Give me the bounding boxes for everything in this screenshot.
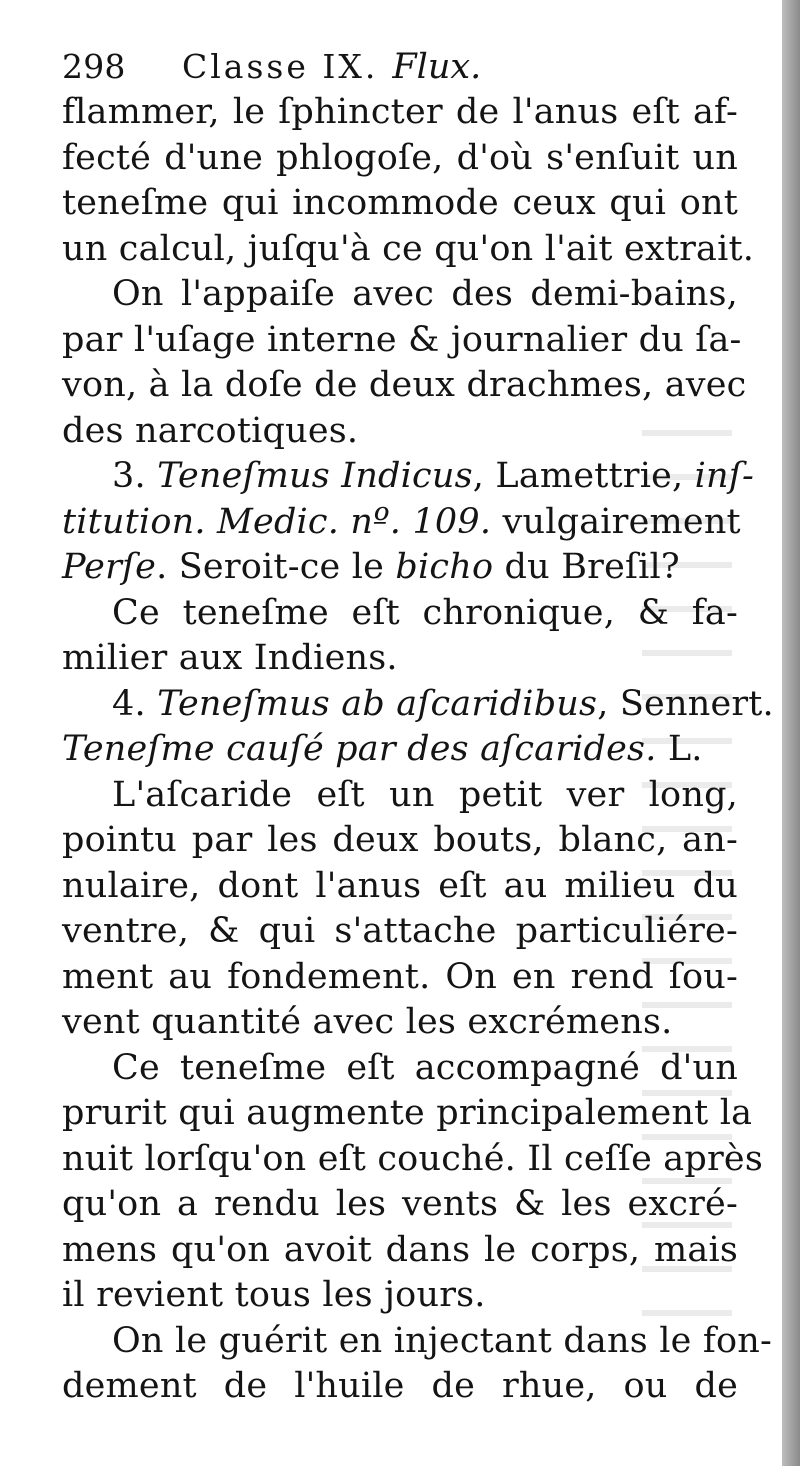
text-segment: mens qu'on avoit dans le corps, mais	[62, 1229, 738, 1270]
italic-text: Teneſme cauſé par des aſcarides.	[62, 729, 657, 769]
text-line	[62, 955, 738, 1001]
text-segment: milier aux Indiens.	[62, 638, 398, 678]
page-edge	[782, 0, 800, 1466]
text-line	[62, 909, 738, 955]
text-line	[62, 773, 738, 819]
text-segment: du Breſil?	[493, 547, 680, 587]
text-segment: . Seroit-ce le	[156, 547, 396, 587]
text-segment: L'aſcaride eſt un petit ver long,	[112, 774, 738, 815]
text-line	[62, 591, 738, 637]
text-segment: il revient tous les jours.	[62, 1275, 486, 1315]
text-segment: ventre, & qui s'attache particuliére-	[62, 911, 738, 951]
text-segment: 3.	[112, 456, 158, 496]
text-segment: Ce teneſme eſt accompagné d'un	[112, 1047, 738, 1088]
text-segment: teneſme qui incommode ceux qui ont	[62, 183, 738, 223]
running-subtitle: Flux.	[392, 47, 482, 87]
text-line	[62, 181, 738, 227]
text-line	[62, 1000, 738, 1046]
text-segment: , Lamettrie,	[472, 456, 695, 496]
text-line	[62, 90, 738, 136]
text-line	[62, 1182, 738, 1228]
text-line	[62, 545, 738, 591]
text-segment: par l'uſage interne & journalier du ſa-	[62, 319, 742, 360]
text-line	[62, 636, 738, 682]
text-line	[62, 1137, 763, 1183]
text-line	[62, 1091, 753, 1137]
text-segment: vulgairement	[491, 501, 741, 542]
italic-text: Perſe	[62, 547, 157, 587]
text-segment: prurit qui augmente principalement la	[62, 1093, 753, 1133]
text-line	[62, 272, 738, 318]
text-line	[62, 500, 741, 546]
text-segment: On le guérit en injectant dans le fon-	[112, 1320, 773, 1361]
italic-text: bicho	[395, 547, 494, 587]
running-header	[62, 44, 738, 90]
text-line	[62, 1319, 773, 1365]
text-segment: des narcotiques.	[62, 410, 359, 451]
text-line	[62, 818, 738, 864]
text-line	[62, 409, 738, 455]
page-text	[62, 44, 774, 1410]
italic-text: inſ-	[694, 456, 754, 496]
text-segment: On l'appaiſe avec des demi-bains,	[112, 274, 738, 314]
text-line	[62, 1046, 738, 1092]
body-text	[62, 90, 774, 1410]
text-line	[62, 682, 774, 728]
text-line	[62, 454, 754, 500]
text-line	[62, 1273, 738, 1319]
text-line	[62, 1228, 738, 1274]
text-line	[62, 227, 755, 273]
text-line	[62, 864, 738, 910]
text-segment: L.	[656, 729, 703, 769]
text-segment: fecté d'une phlogoſe, d'où s'enſuit un	[62, 137, 738, 178]
text-line	[62, 1364, 738, 1410]
text-line	[62, 363, 747, 409]
text-line	[62, 136, 738, 182]
italic-text: titution. Medic. nº. 109.	[62, 501, 492, 542]
text-line	[62, 318, 742, 364]
running-title: Classe IX.	[182, 47, 379, 86]
text-segment: dement de l'huile de rhue, ou de	[62, 1366, 738, 1406]
text-segment: ment au fondement. On en rend ſou-	[62, 956, 738, 997]
text-segment: nuit lorſqu'on eſt couché. Il ceſſe après	[62, 1138, 763, 1179]
text-line	[62, 727, 738, 773]
text-segment: , Sennert.	[597, 683, 774, 724]
text-segment: nulaire, dont l'anus eſt au milieu du	[62, 865, 738, 906]
text-segment: vent quantité avec les excrémens.	[62, 1002, 673, 1042]
italic-text: Teneſmus ab aſcaridibus	[157, 683, 598, 724]
text-segment: Ce teneſme eſt chronique, & fa-	[112, 592, 738, 633]
text-segment: qu'on a rendu les vents & les excré-	[62, 1184, 738, 1224]
text-segment: flammer, le ſphincter de l'anus eſt af-	[62, 92, 738, 132]
italic-text: Teneſmus Indicus	[157, 456, 473, 496]
text-segment: pointu par les deux bouts, blanc, an-	[62, 820, 738, 860]
page-number: 298	[62, 47, 126, 86]
text-segment: 4.	[112, 683, 158, 724]
text-segment: un calcul, juſqu'à ce qu'on l'ait extrait.	[62, 228, 755, 269]
text-segment: von, à la doſe de deux drachmes, avec	[62, 365, 747, 405]
